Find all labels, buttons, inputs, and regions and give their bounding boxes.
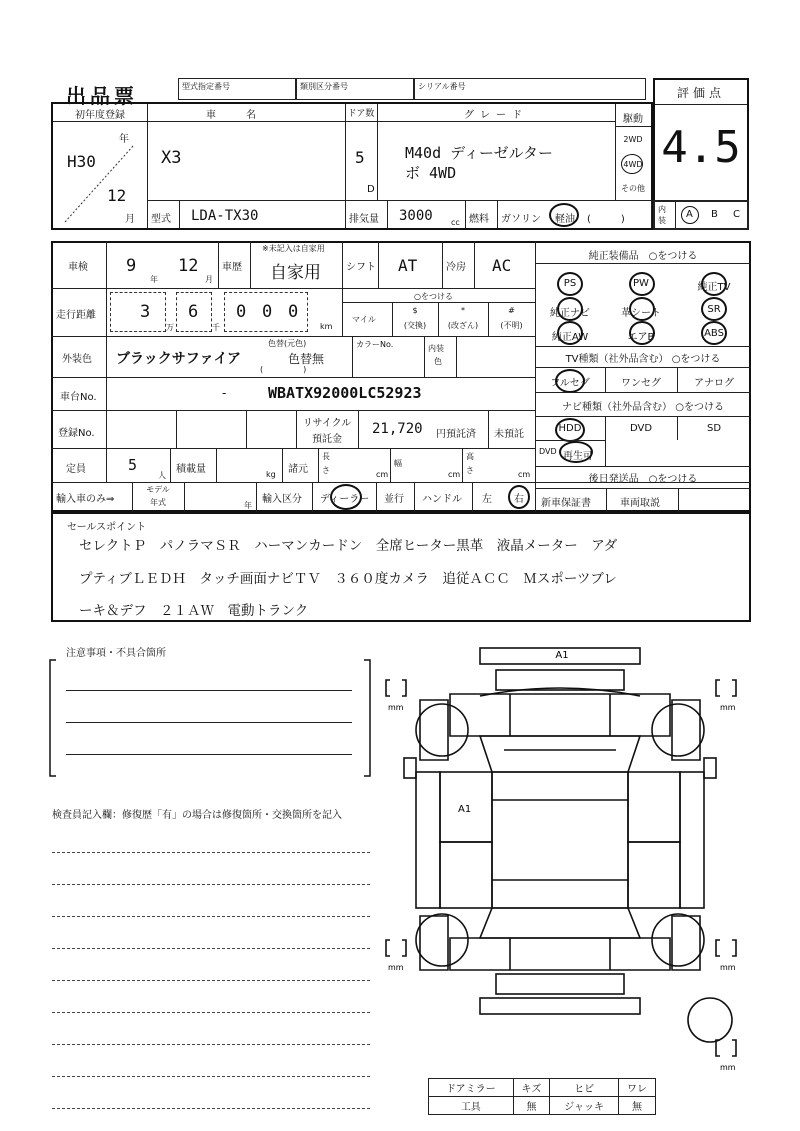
load-unit: kg (266, 470, 276, 479)
exchange-label: (交換) (403, 321, 427, 330)
first-reg-month-unit: 月 (125, 214, 135, 225)
diagram-mark-front: A1 (555, 650, 569, 661)
mileage-d2: 6 (188, 302, 199, 322)
load-label: 積載量 (176, 464, 206, 475)
score-label: 評価点 (676, 86, 725, 100)
length-label2: さ (322, 466, 330, 475)
footer-tools-value: 無 (513, 1097, 550, 1115)
footer-table (428, 1078, 656, 1115)
diagram-mm-2: mm (720, 703, 736, 712)
tv-fullseg: フルセグ (550, 378, 590, 389)
inspection-year-unit: 年 (150, 275, 158, 284)
footer-jack-label: ジャッキ (550, 1097, 619, 1115)
diagram-mm-3: mm (388, 963, 404, 972)
footer-tools-label: 工具 (429, 1097, 514, 1115)
capacity-unit: 人 (158, 471, 166, 480)
inspection-label: 車検 (68, 262, 88, 273)
tv-title: TV種類（社外品含む） ○をつける (565, 354, 721, 365)
type-no-label: 型式指定番号 (182, 82, 230, 91)
width-unit: cm (448, 470, 461, 479)
handle-label: ハンドル (422, 494, 462, 505)
interior-a: A (686, 209, 693, 220)
fuel-diesel: 軽油 (555, 214, 575, 225)
footer-h-scratch: キズ (513, 1079, 550, 1097)
navi-sd: SD (706, 423, 722, 434)
class-no-label: 類別区分番号 (300, 82, 348, 91)
car-name-label: 車名 (206, 110, 286, 121)
history-note: ※未記入は自家用 (262, 244, 325, 253)
mile-label: マイル (352, 315, 376, 324)
capacity-label: 定員 (66, 464, 86, 475)
tv-fullseg-circle (555, 369, 585, 393)
equip-abs: ABS (704, 328, 724, 339)
unknown-symbol: # (508, 306, 515, 315)
equip-aw-circle (557, 321, 583, 345)
grade-label: グレード (464, 110, 528, 121)
fuel-label: 燃料 (469, 214, 489, 225)
height-unit: cm (518, 470, 531, 479)
sales-points-line1: セレクトＰ パノラマＳＲ ハーマンカードン 全席ヒーター黒革 液晶メーター アダ (79, 538, 618, 554)
dims-label: 諸元 (288, 464, 308, 475)
equip-sr: SR (707, 304, 721, 315)
navi-hdd-circle (555, 418, 585, 442)
equip-sr-circle (701, 297, 727, 321)
doors-suffix: D (367, 184, 375, 195)
color-change-value: 色替無 (288, 352, 325, 366)
first-reg-label: 初年度登録 (75, 110, 125, 121)
basic-info-block (51, 102, 653, 230)
fuel-diesel-circle (549, 203, 579, 227)
score-value: 4.5 (661, 122, 741, 173)
first-reg-era: H30 (67, 152, 96, 171)
inspection-month-unit: 月 (205, 275, 213, 284)
fuel-gasoline: ガソリン (501, 214, 541, 225)
inspector-label: 検査員記入欄：修復歴「有」の場合は修復箇所・交換箇所を記入 (52, 810, 342, 821)
equip-aw: 純正AW (551, 332, 589, 343)
equip-tv-circle (701, 272, 727, 296)
altered-label: (改ざん) (447, 321, 479, 330)
history-value: 自家用 (270, 263, 321, 283)
caution-box (48, 658, 372, 778)
mileage-d5: 0 (288, 302, 299, 322)
tv-oneseg: ワンセグ (621, 378, 661, 389)
later-title: 後日発送品 ○をつける (588, 474, 698, 485)
interior-label: 内装 (658, 205, 666, 225)
recycle-deposited: 円預託済 (436, 429, 476, 440)
drive-other: その他 (621, 184, 645, 193)
equip-pw: PW (633, 278, 649, 289)
mileage-label: 走行距離 (56, 310, 96, 321)
equip-abs-circle (701, 321, 727, 345)
model-year-unit: 年 (244, 501, 252, 510)
interior-b: B (711, 209, 718, 220)
unknown-label: (不明) (500, 321, 523, 330)
width-label: 幅 (394, 459, 402, 468)
model-year-label1: モデル (146, 485, 170, 494)
grade-line2: ボ 4WD (405, 164, 457, 182)
sales-points-line3: ーキ＆デフ ２１ＡＷ 電動トランク (79, 603, 309, 619)
doors-label: ドア数 (347, 109, 375, 119)
equip-leather-circle (629, 297, 655, 321)
color-label: 外装色 (62, 354, 92, 365)
class-no-box (296, 78, 414, 100)
form-title: 出品票 (66, 84, 138, 108)
serial-no-box (414, 78, 646, 100)
import-parallel: 並行 (384, 494, 404, 505)
footer-jack-value: 無 (619, 1097, 656, 1115)
interior-a-circle (681, 206, 699, 224)
car-name: X3 (161, 148, 182, 168)
inspection-month: 12 (178, 256, 199, 276)
import-only-label: 輸入車のみ⇒ (56, 494, 115, 505)
chassis-value: WBATX92000LC52923 (268, 384, 422, 402)
caution-label: 注意事項・不具合箇所 (66, 648, 166, 659)
dvd-play: 再生可 (563, 451, 593, 462)
equip-ps-circle (557, 272, 583, 296)
equipment-title: 純正装備品 ○をつける (588, 251, 698, 262)
sales-points-box (51, 512, 751, 622)
model-value: LDA-TX30 (191, 208, 259, 224)
equip-tv: 純正TV (697, 282, 731, 293)
model-label: 型式 (151, 214, 171, 225)
mileage-d3: 0 (236, 302, 247, 322)
interior-color-label1: 内装 (428, 344, 444, 353)
chassis-label: 車台No. (60, 392, 97, 403)
footer-h-crack: ヒビ (550, 1079, 619, 1097)
mileage-sen: 千 (212, 323, 220, 332)
mileage-d4: 0 (262, 302, 273, 322)
equip-airbag: エアB (627, 332, 655, 343)
navi-hdd: HDD (558, 423, 582, 434)
model-year-label2: 年式 (150, 498, 166, 507)
import-dealer: ディーラー (320, 494, 370, 505)
mileage-mark-label: ○をつける (414, 292, 453, 301)
recycle-not: 未預託 (494, 429, 524, 440)
import-dealer-circle (330, 484, 362, 510)
later-manual: 車両取説 (620, 498, 660, 509)
first-reg-month: 12 (107, 186, 127, 205)
color-change-paren: ( ) (260, 365, 307, 374)
diagram-mm-5: mm (720, 1063, 736, 1072)
diagram-mm-4: mm (720, 963, 736, 972)
interior-color-label2: 色 (434, 357, 442, 366)
footer-h-mirror: ドアミラー (429, 1079, 514, 1097)
handle-right: 右 (514, 494, 524, 505)
shift-value: AT (398, 256, 418, 275)
recycle-label2: 預託金 (312, 434, 342, 445)
length-label1: 長 (322, 452, 330, 461)
sales-points-label: セールスポイント (67, 522, 147, 533)
displacement-unit: cc (451, 218, 460, 227)
equip-navi-circle (557, 297, 583, 321)
drive-2wd: 2WD (623, 135, 643, 144)
equip-ps: PS (563, 278, 577, 289)
ac-value: AC (492, 256, 512, 275)
equip-pw-circle (629, 272, 655, 296)
equip-leather: 革シート (621, 308, 661, 319)
capacity-value: 5 (128, 456, 138, 474)
recycle-value: 21,720 (372, 421, 423, 437)
drive-4wd: 4WD (623, 160, 643, 169)
exchange-symbol: $ (412, 306, 418, 315)
diagram-mm-1: mm (388, 703, 404, 712)
interior-grade-box (653, 200, 749, 230)
doors-value: 5 (355, 148, 365, 167)
handle-left: 左 (482, 494, 492, 505)
height-label2: さ (466, 466, 474, 475)
navi-dvd: DVD (629, 423, 653, 434)
equip-airbag-circle (629, 321, 655, 345)
color-value: ブラックサファイア (116, 351, 242, 367)
displacement-value: 3000 (399, 208, 433, 224)
history-label: 車歴 (222, 262, 242, 273)
sales-points-line2: プティブＬＥＤＨ タッチ画面ナビＴＶ ３６０度カメラ 追従ＡＣＣ Ｍスポーツブレ (79, 571, 617, 587)
length-unit: cm (376, 470, 389, 479)
import-class-label: 輸入区分 (262, 494, 302, 505)
color-no-label: カラーNo. (356, 340, 394, 349)
grade-line1: M40d ディーゼルター (405, 144, 554, 162)
navi-title: ナビ種類（社外品含む） ○をつける (562, 402, 724, 413)
altered-symbol: * (461, 306, 465, 315)
chassis-dash: - (222, 386, 227, 400)
ac-label: 冷房 (446, 262, 466, 273)
mileage-digit-box-1 (110, 292, 166, 332)
height-label1: 高 (466, 452, 474, 461)
footer-h-break: ワレ (619, 1079, 656, 1097)
fuel-other: ( ) (587, 214, 625, 225)
mileage-d1: 3 (140, 302, 151, 322)
equip-navi: 純正ナビ (550, 308, 590, 319)
car-damage-diagram (380, 640, 750, 1080)
diagram-mark-door: A1 (458, 804, 472, 815)
color-change-label: 色替(元色) (268, 339, 307, 348)
reg-no-label: 登録No. (58, 428, 95, 439)
dvd-label: DVD (539, 447, 557, 456)
first-reg-year-unit: 年 (119, 134, 129, 145)
shift-label: シフト (346, 262, 376, 273)
mileage-unit: km (320, 322, 333, 331)
equipment-panel (535, 241, 751, 485)
drive-label: 駆動 (623, 114, 643, 125)
later-warranty: 新車保証書 (541, 498, 591, 509)
mileage-man: 万 (166, 323, 174, 332)
interior-c: C (733, 209, 740, 220)
displacement-label: 排気量 (349, 214, 379, 225)
dvd-play-circle (559, 441, 593, 463)
serial-no-label: シリアル番号 (418, 82, 466, 91)
inspection-year: 9 (126, 256, 137, 276)
handle-right-circle (508, 485, 530, 509)
recycle-label1: リサイクル (302, 418, 352, 429)
type-no-box (178, 78, 296, 100)
tv-analog: アナログ (694, 378, 734, 389)
drive-4wd-circle (621, 154, 643, 174)
